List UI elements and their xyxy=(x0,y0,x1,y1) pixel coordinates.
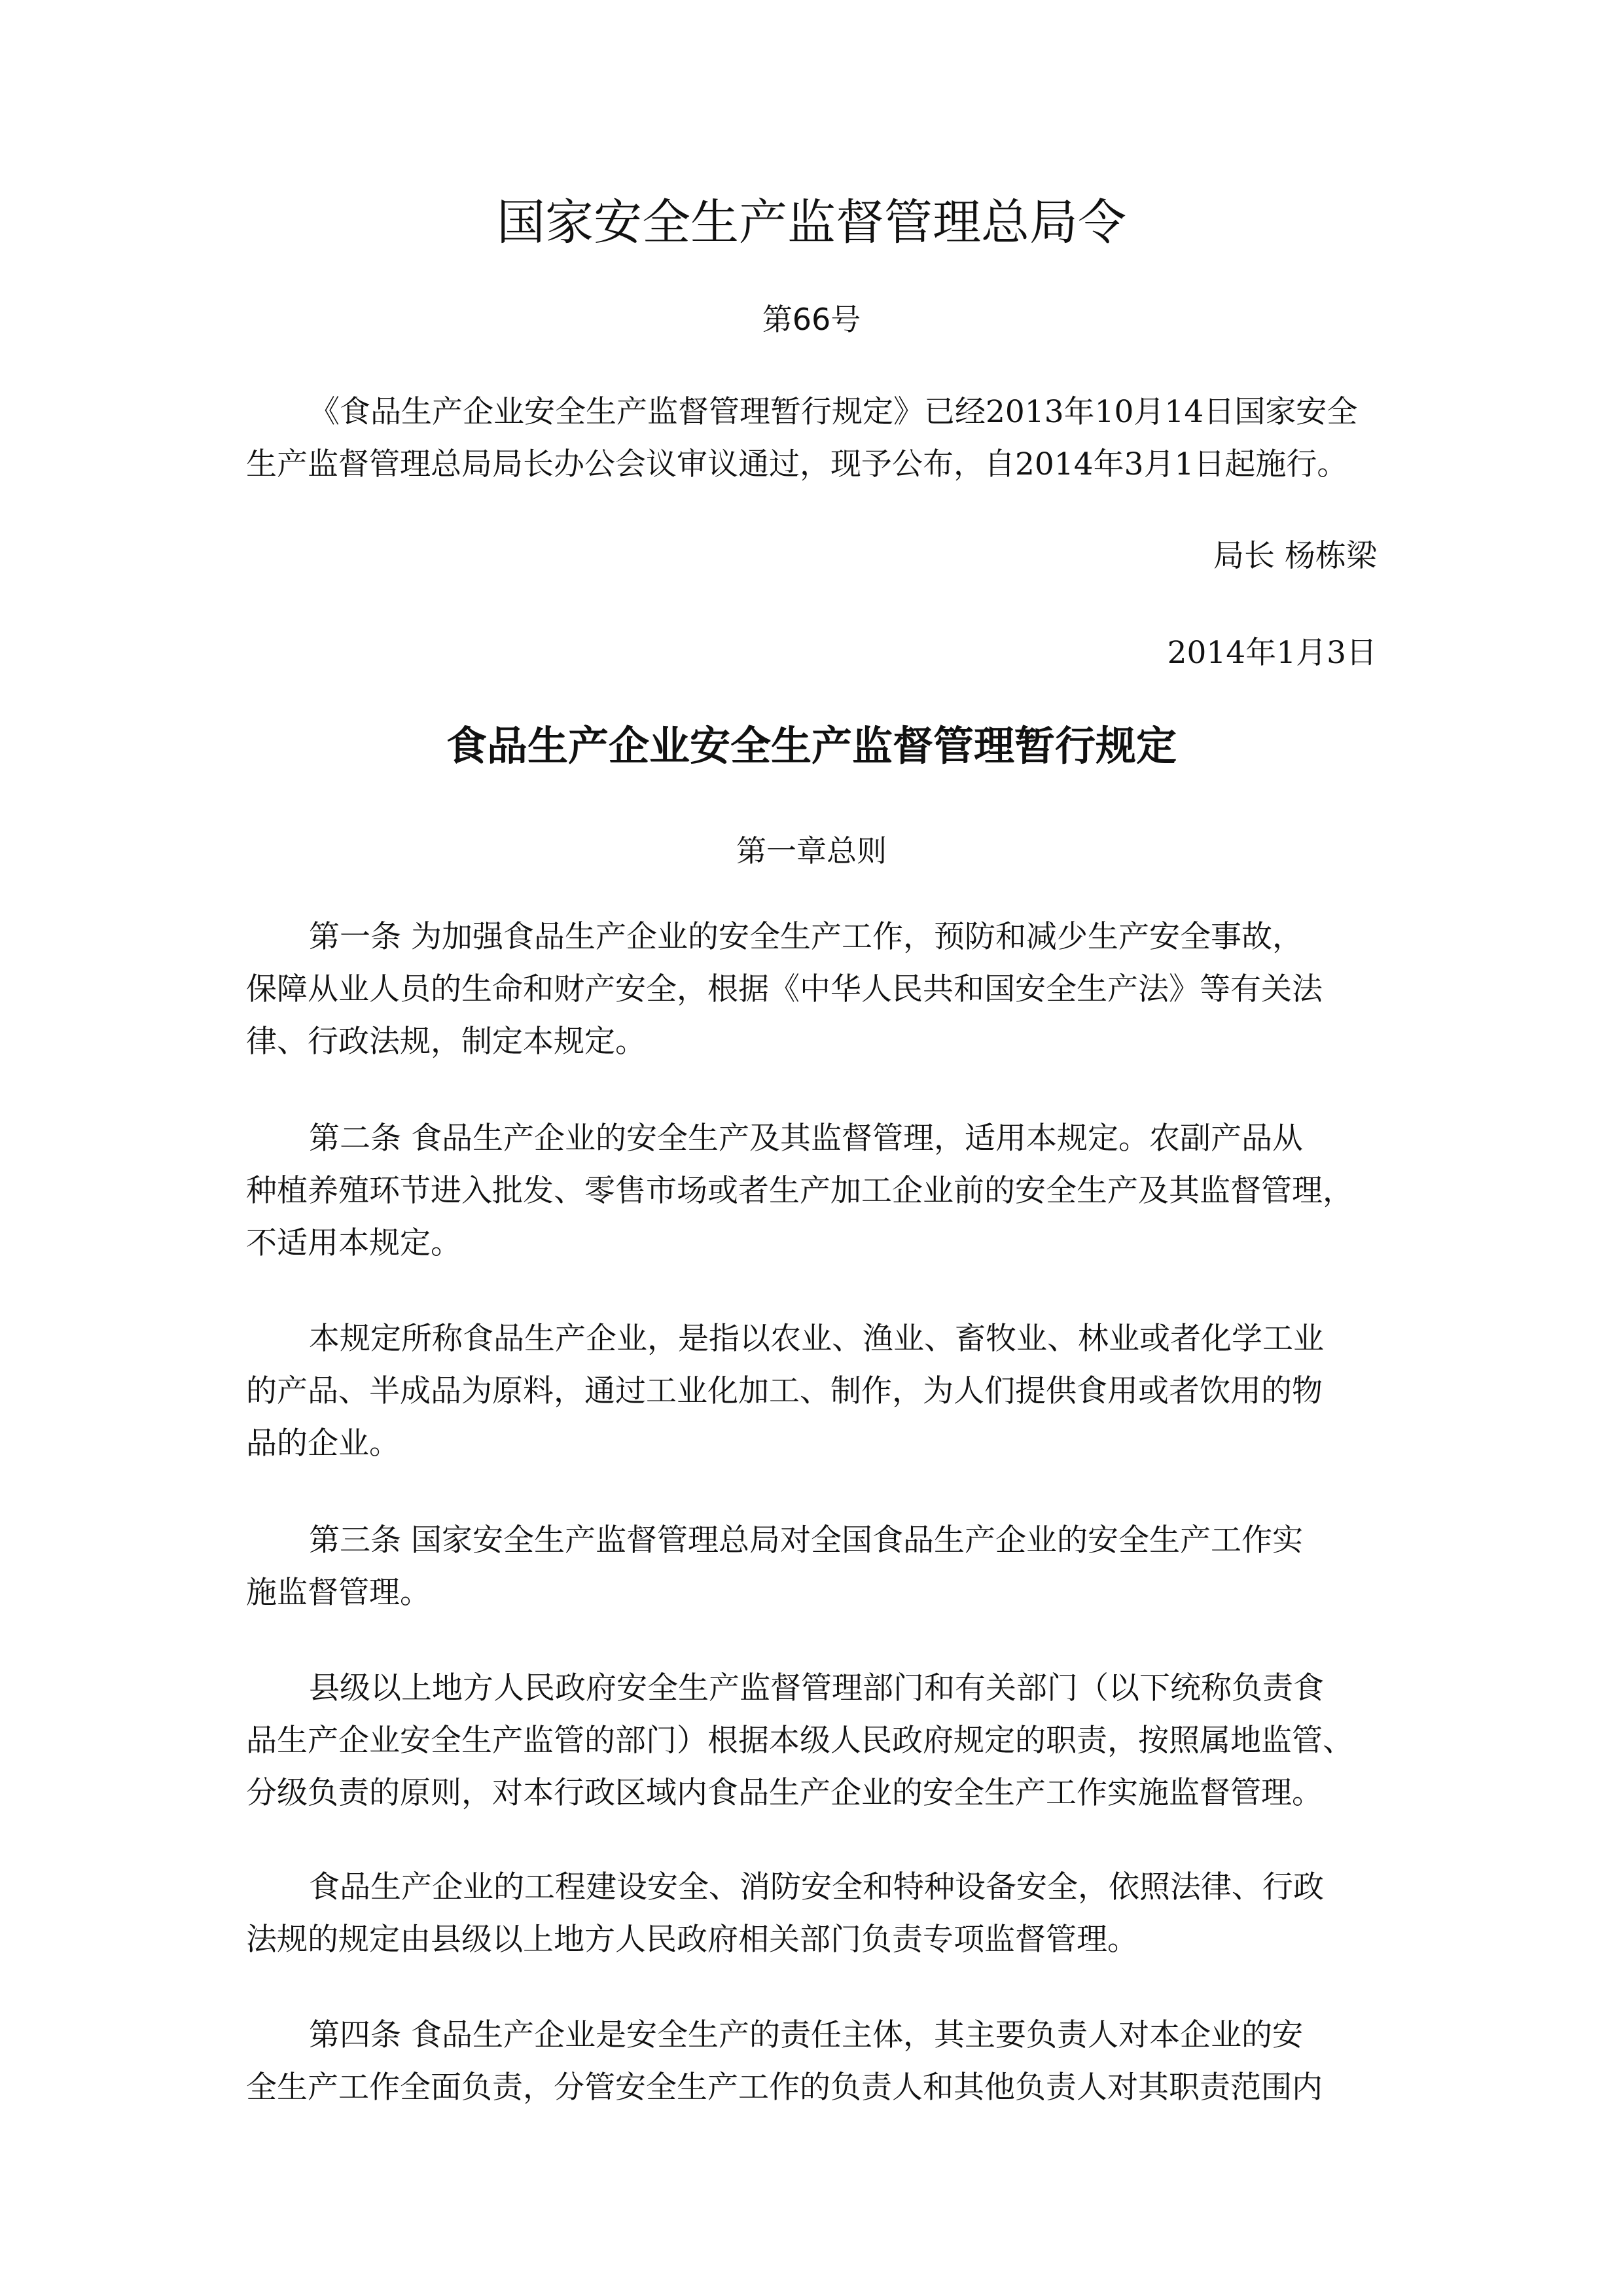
article-paragraph xyxy=(246,2009,1377,2114)
paragraph-line: 的产品、半成品为原料，通过工业化加工、制作，为人们提供食用或者饮用的物 xyxy=(246,1373,1323,1409)
announcement-line: 生产监督管理总局局长办公会议审议通过，现予公布，自2014年3月1日起施行。 xyxy=(246,446,1348,482)
paragraph-line: 保障从业人员的生命和财产安全，根据《中华人民共和国安全生产法》等有关法 xyxy=(246,971,1323,1007)
paragraph-line: 第二条 食品生产企业的安全生产及其监督管理，适用本规定。农副产品从 xyxy=(309,1121,1303,1157)
article-paragraph xyxy=(246,911,1377,1068)
paragraph-line: 第四条 食品生产企业是安全生产的责任主体，其主要负责人对本企业的安 xyxy=(309,2017,1303,2053)
signatory: 局长 杨栋梁 xyxy=(1213,538,1377,574)
paragraph-line: 品的企业。 xyxy=(246,1426,400,1462)
article-paragraph xyxy=(246,1515,1377,1619)
paragraph-line: 食品生产企业的工程建设安全、消防安全和特种设备安全，依照法律、行政 xyxy=(309,1869,1324,1905)
article-paragraph xyxy=(246,1662,1377,1820)
article-paragraph xyxy=(246,1313,1377,1470)
paragraph-line: 不适用本规定。 xyxy=(246,1225,461,1261)
decree-title: 国家安全生产监督管理总局令 xyxy=(497,194,1126,251)
decree-date: 2014年1月3日 xyxy=(1167,635,1377,671)
announcement-paragraph xyxy=(246,386,1377,491)
paragraph-line: 第一条 为加强食品生产企业的安全生产工作，预防和减少生产安全事故， xyxy=(309,919,1303,955)
paragraph-line: 施监督管理。 xyxy=(246,1575,431,1611)
paragraph-line: 分级负责的原则，对本行政区域内食品生产企业的安全生产工作实施监督管理。 xyxy=(246,1775,1323,1811)
paragraph-line: 全生产工作全面负责，分管安全生产工作的负责人和其他负责人对其职责范围内 xyxy=(246,2070,1323,2106)
paragraph-line: 县级以上地方人民政府安全生产监督管理部门和有关部门（以下统称负责食 xyxy=(309,1670,1324,1706)
article-paragraph xyxy=(246,1113,1377,1270)
paragraph-line: 种植养殖环节进入批发、零售市场或者生产加工企业前的安全生产及其监督管理， xyxy=(246,1173,1353,1209)
announcement-line: 《食品生产企业安全生产监督管理暂行规定》已经2013年10月14日国家安全 xyxy=(309,394,1358,430)
paragraph-line: 第三条 国家安全生产监督管理总局对全国食品生产企业的安全生产工作实 xyxy=(309,1522,1303,1558)
paragraph-line: 律、行政法规，制定本规定。 xyxy=(246,1024,646,1060)
paragraph-line: 法规的规定由县级以上地方人民政府相关部门负责专项监督管理。 xyxy=(246,1922,1138,1958)
paragraph-line: 品生产企业安全生产监管的部门）根据本级人民政府规定的职责，按照属地监管、 xyxy=(246,1723,1353,1759)
paragraph-line: 本规定所称食品生产企业，是指以农业、渔业、畜牧业、林业或者化学工业 xyxy=(309,1321,1324,1357)
chapter-heading: 第一章总则 xyxy=(736,833,887,869)
decree-number: 第66号 xyxy=(762,302,861,337)
article-paragraph xyxy=(246,1861,1377,1966)
regulation-title: 食品生产企业安全生产监督管理暂行规定 xyxy=(446,722,1177,770)
